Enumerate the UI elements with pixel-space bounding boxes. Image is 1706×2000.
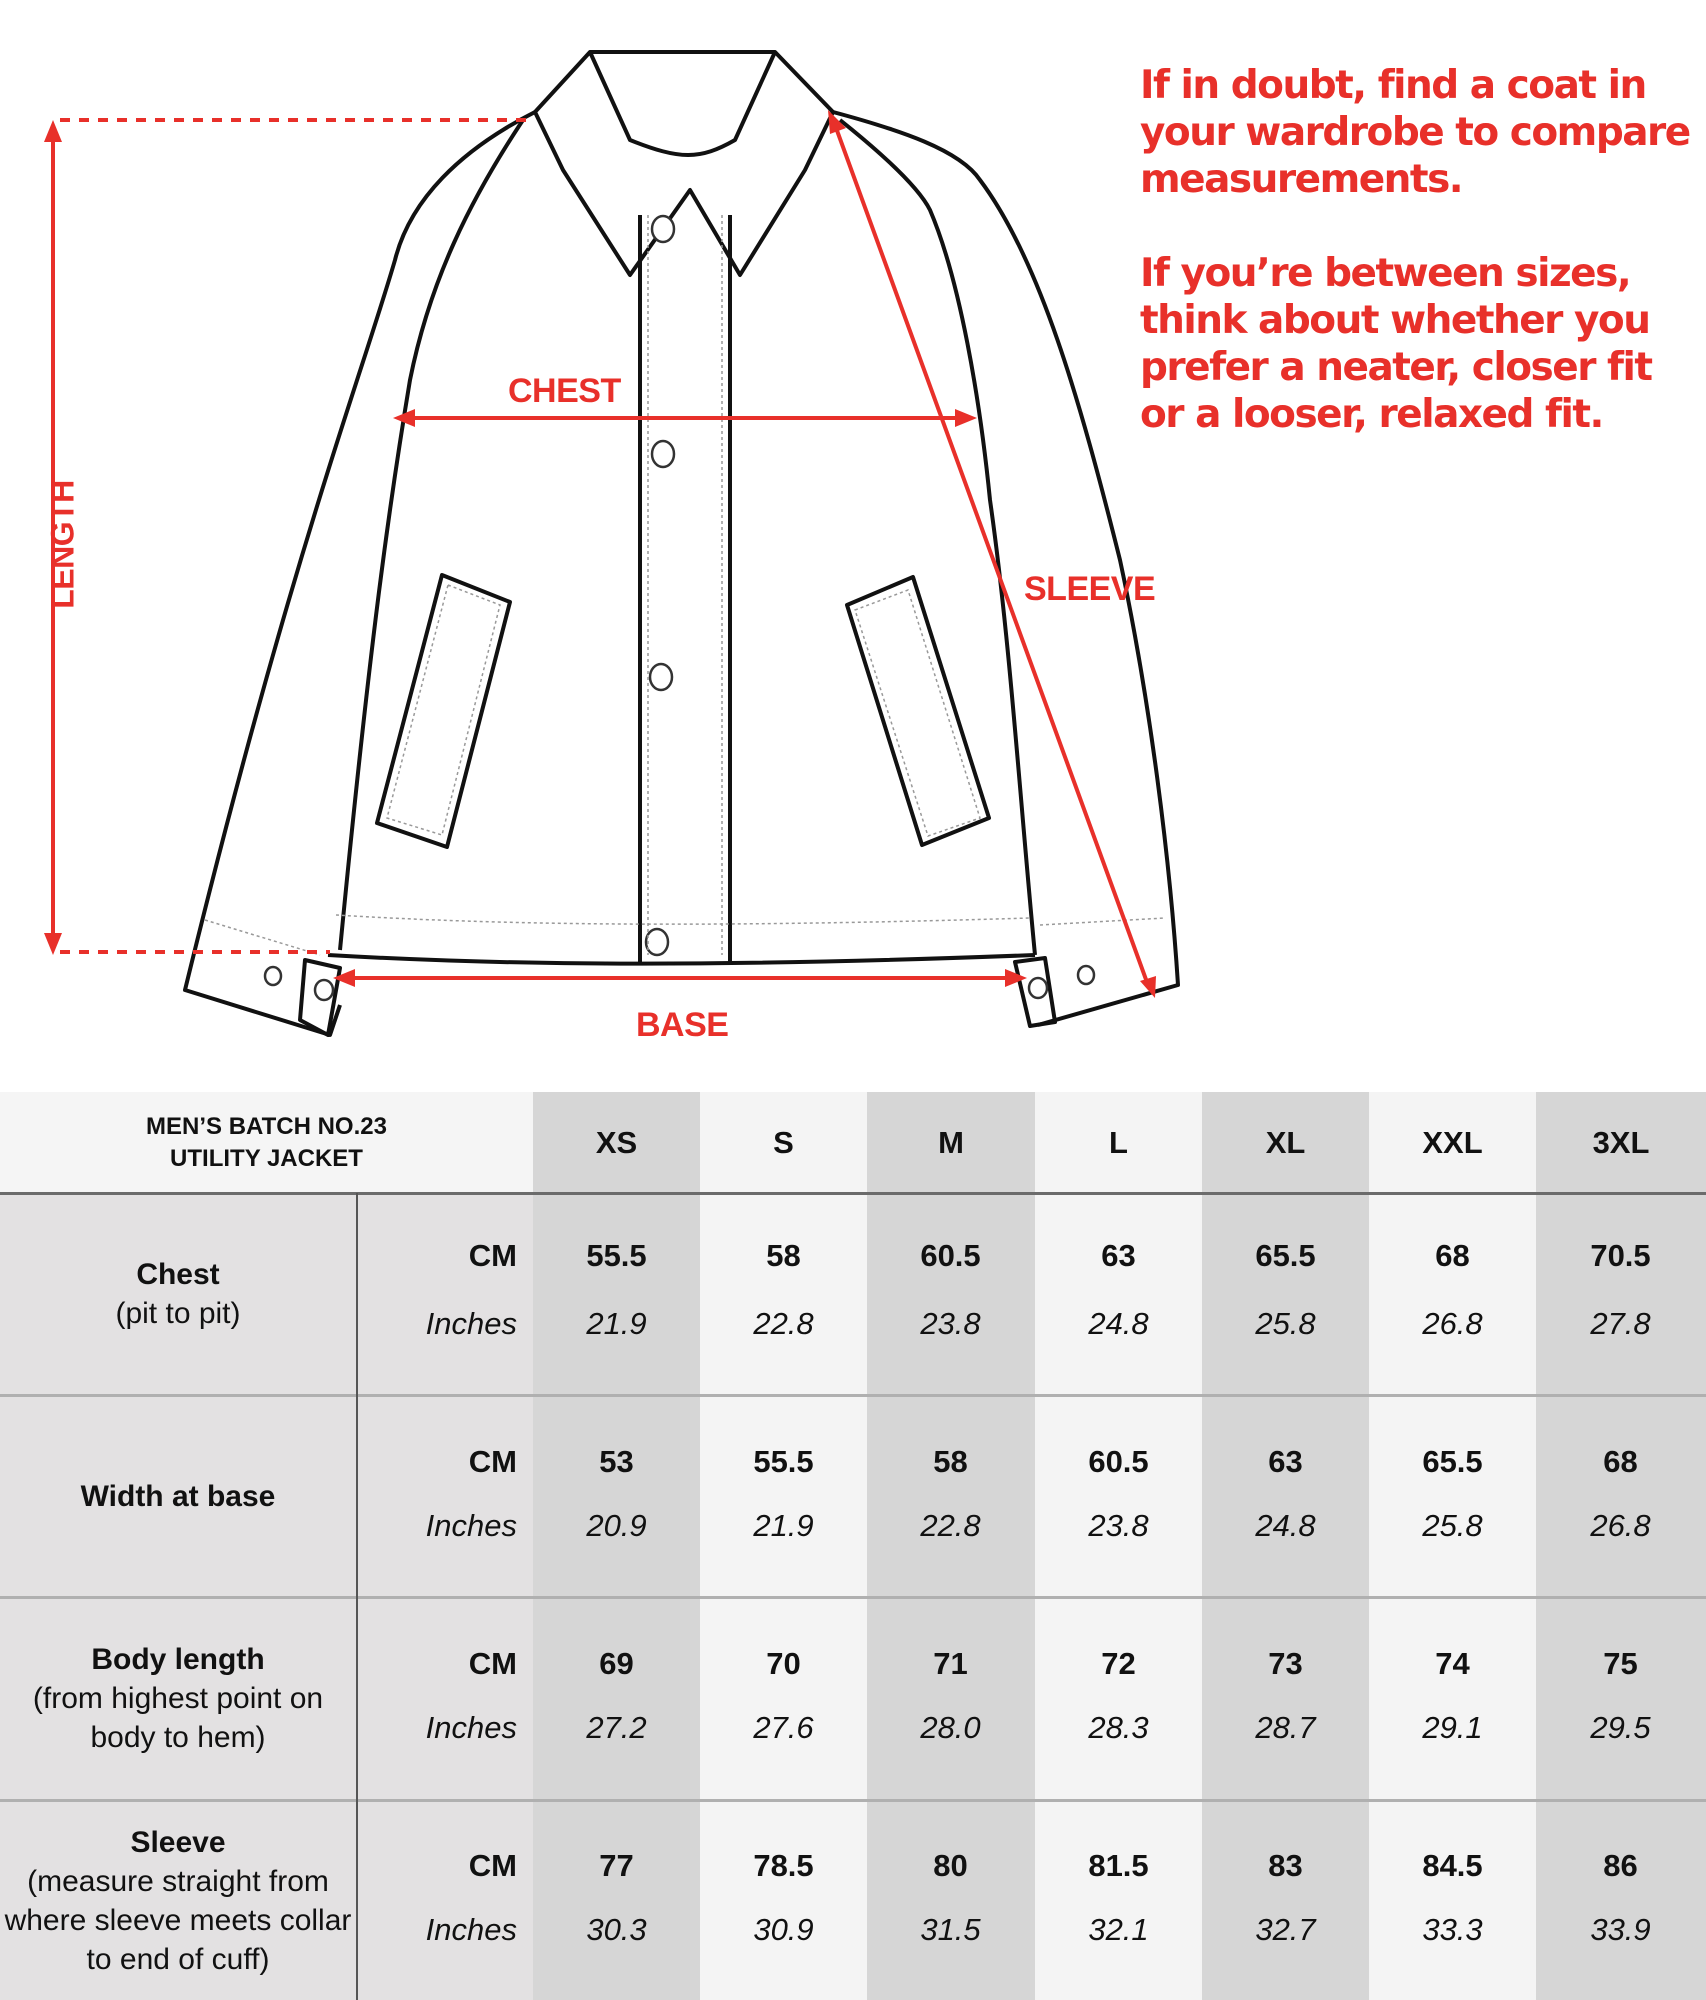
sleeve-cm-3xl: 86 (1603, 1848, 1638, 1883)
product-title-line1: MEN’S BATCH NO.23 (146, 1112, 387, 1140)
size-header-xxl: XXL (1422, 1124, 1483, 1160)
base-cm-3xl: 68 (1603, 1444, 1638, 1479)
base-label: BASE (636, 1006, 729, 1044)
sleeve-in-3xl: 33.9 (1590, 1912, 1651, 1947)
chest-label: CHEST (508, 372, 621, 410)
sleeve-cm-xxl: 84.5 (1422, 1848, 1483, 1883)
sleeve-in-xl: 32.7 (1255, 1912, 1316, 1947)
sleeve-label: SLEEVE (1024, 570, 1156, 608)
row-label-chest: Chest (pit to pit) (115, 1257, 241, 1330)
sleeve-in-m: 31.5 (920, 1912, 981, 1947)
chest-cm-3xl: 70.5 (1590, 1238, 1651, 1273)
chest-in-xxl: 26.8 (1422, 1306, 1483, 1341)
row-label-body-length: Body length (from highest point on body to hem) (32, 1643, 324, 1754)
base-cm-s: 55.5 (753, 1444, 814, 1479)
size-header-l: L (1109, 1124, 1128, 1160)
product-title-line2: UTILITY JACKET (170, 1144, 363, 1172)
sleeve-cm-m: 80 (933, 1848, 968, 1883)
unit-cm: CM (468, 1646, 517, 1681)
base-in-s: 21.9 (753, 1508, 814, 1543)
unit-inches: Inches (425, 1508, 517, 1543)
size-header-3xl: 3XL (1592, 1124, 1650, 1160)
length-cm-xs: 69 (599, 1646, 634, 1681)
sleeve-cm-xl: 83 (1268, 1848, 1303, 1883)
base-in-xs: 20.9 (586, 1508, 647, 1543)
base-cm-xl: 63 (1268, 1444, 1303, 1479)
size-header-m: M (938, 1124, 964, 1160)
unit-inches: Inches (425, 1710, 517, 1745)
base-in-3xl: 26.8 (1590, 1508, 1651, 1543)
length-cm-s: 70 (766, 1646, 801, 1681)
base-in-xxl: 25.8 (1422, 1508, 1483, 1543)
chest-cm-xs: 55.5 (586, 1238, 647, 1273)
unit-inches: Inches (425, 1306, 517, 1341)
length-in-3xl: 29.5 (1590, 1710, 1651, 1745)
length-in-xl: 28.7 (1255, 1710, 1316, 1745)
sizing-tips (1140, 62, 1700, 485)
chest-in-l: 24.8 (1088, 1306, 1149, 1341)
base-in-xl: 24.8 (1255, 1508, 1316, 1543)
length-cm-xxl: 74 (1435, 1646, 1470, 1681)
length-cm-m: 71 (933, 1646, 968, 1681)
length-in-s: 27.6 (753, 1710, 814, 1745)
length-cm-l: 72 (1101, 1646, 1136, 1681)
unit-cm: CM (468, 1444, 517, 1479)
sleeve-in-s: 30.9 (753, 1912, 814, 1947)
chest-in-s: 22.8 (753, 1306, 814, 1341)
base-cm-l: 60.5 (1088, 1444, 1149, 1479)
unit-inches: Inches (425, 1912, 517, 1947)
size-header-s: S (773, 1124, 794, 1160)
base-in-l: 23.8 (1088, 1508, 1149, 1543)
tip-between-sizes: If you’re between sizes, think about whether you prefer a neater, closer fit or a looser, relaxed fit. (1140, 251, 1652, 437)
base-in-m: 22.8 (920, 1508, 981, 1543)
row-label-sleeve: Sleeve (measure straight from where sleeve meets collar to end of cuff) (4, 1825, 352, 1976)
chest-cm-xl: 65.5 (1255, 1238, 1316, 1273)
row-label-width-at-base: Width at base (80, 1479, 276, 1513)
chest-in-xs: 21.9 (586, 1306, 647, 1341)
chest-in-3xl: 27.8 (1590, 1306, 1651, 1341)
sleeve-cm-l: 81.5 (1088, 1848, 1149, 1883)
length-in-l: 28.3 (1088, 1710, 1149, 1745)
chest-cm-l: 63 (1101, 1238, 1136, 1273)
chest-in-m: 23.8 (920, 1306, 981, 1341)
base-cm-m: 58 (933, 1444, 968, 1479)
sleeve-cm-xs: 77 (599, 1848, 634, 1883)
unit-cm: CM (468, 1238, 517, 1273)
sleeve-in-xxl: 33.3 (1422, 1912, 1483, 1947)
length-cm-xl: 73 (1268, 1646, 1303, 1681)
size-header-xs: XS (595, 1124, 638, 1160)
sleeve-cm-s: 78.5 (753, 1848, 814, 1883)
product-title (0, 1092, 533, 1193)
length-in-xxl: 29.1 (1422, 1710, 1483, 1745)
length-in-xs: 27.2 (586, 1710, 647, 1745)
length-in-m: 28.0 (920, 1710, 981, 1745)
sleeve-in-xs: 30.3 (586, 1912, 647, 1947)
unit-cm: CM (468, 1848, 517, 1883)
length-cm-3xl: 75 (1603, 1646, 1638, 1681)
chest-cm-m: 60.5 (920, 1238, 981, 1273)
base-cm-xxl: 65.5 (1422, 1444, 1483, 1479)
base-cm-xs: 53 (599, 1444, 634, 1479)
chest-in-xl: 25.8 (1255, 1306, 1316, 1341)
size-header-xl: XL (1265, 1124, 1306, 1160)
sleeve-in-l: 32.1 (1088, 1912, 1149, 1947)
size-chart-table (0, 1092, 1706, 2000)
tip-compare-coat: If in doubt, find a coat in your wardrobe to compare measurements. (1140, 63, 1690, 202)
length-label: LENGTH (44, 480, 81, 609)
chest-cm-s: 58 (766, 1238, 801, 1273)
chest-cm-xxl: 68 (1435, 1238, 1470, 1273)
